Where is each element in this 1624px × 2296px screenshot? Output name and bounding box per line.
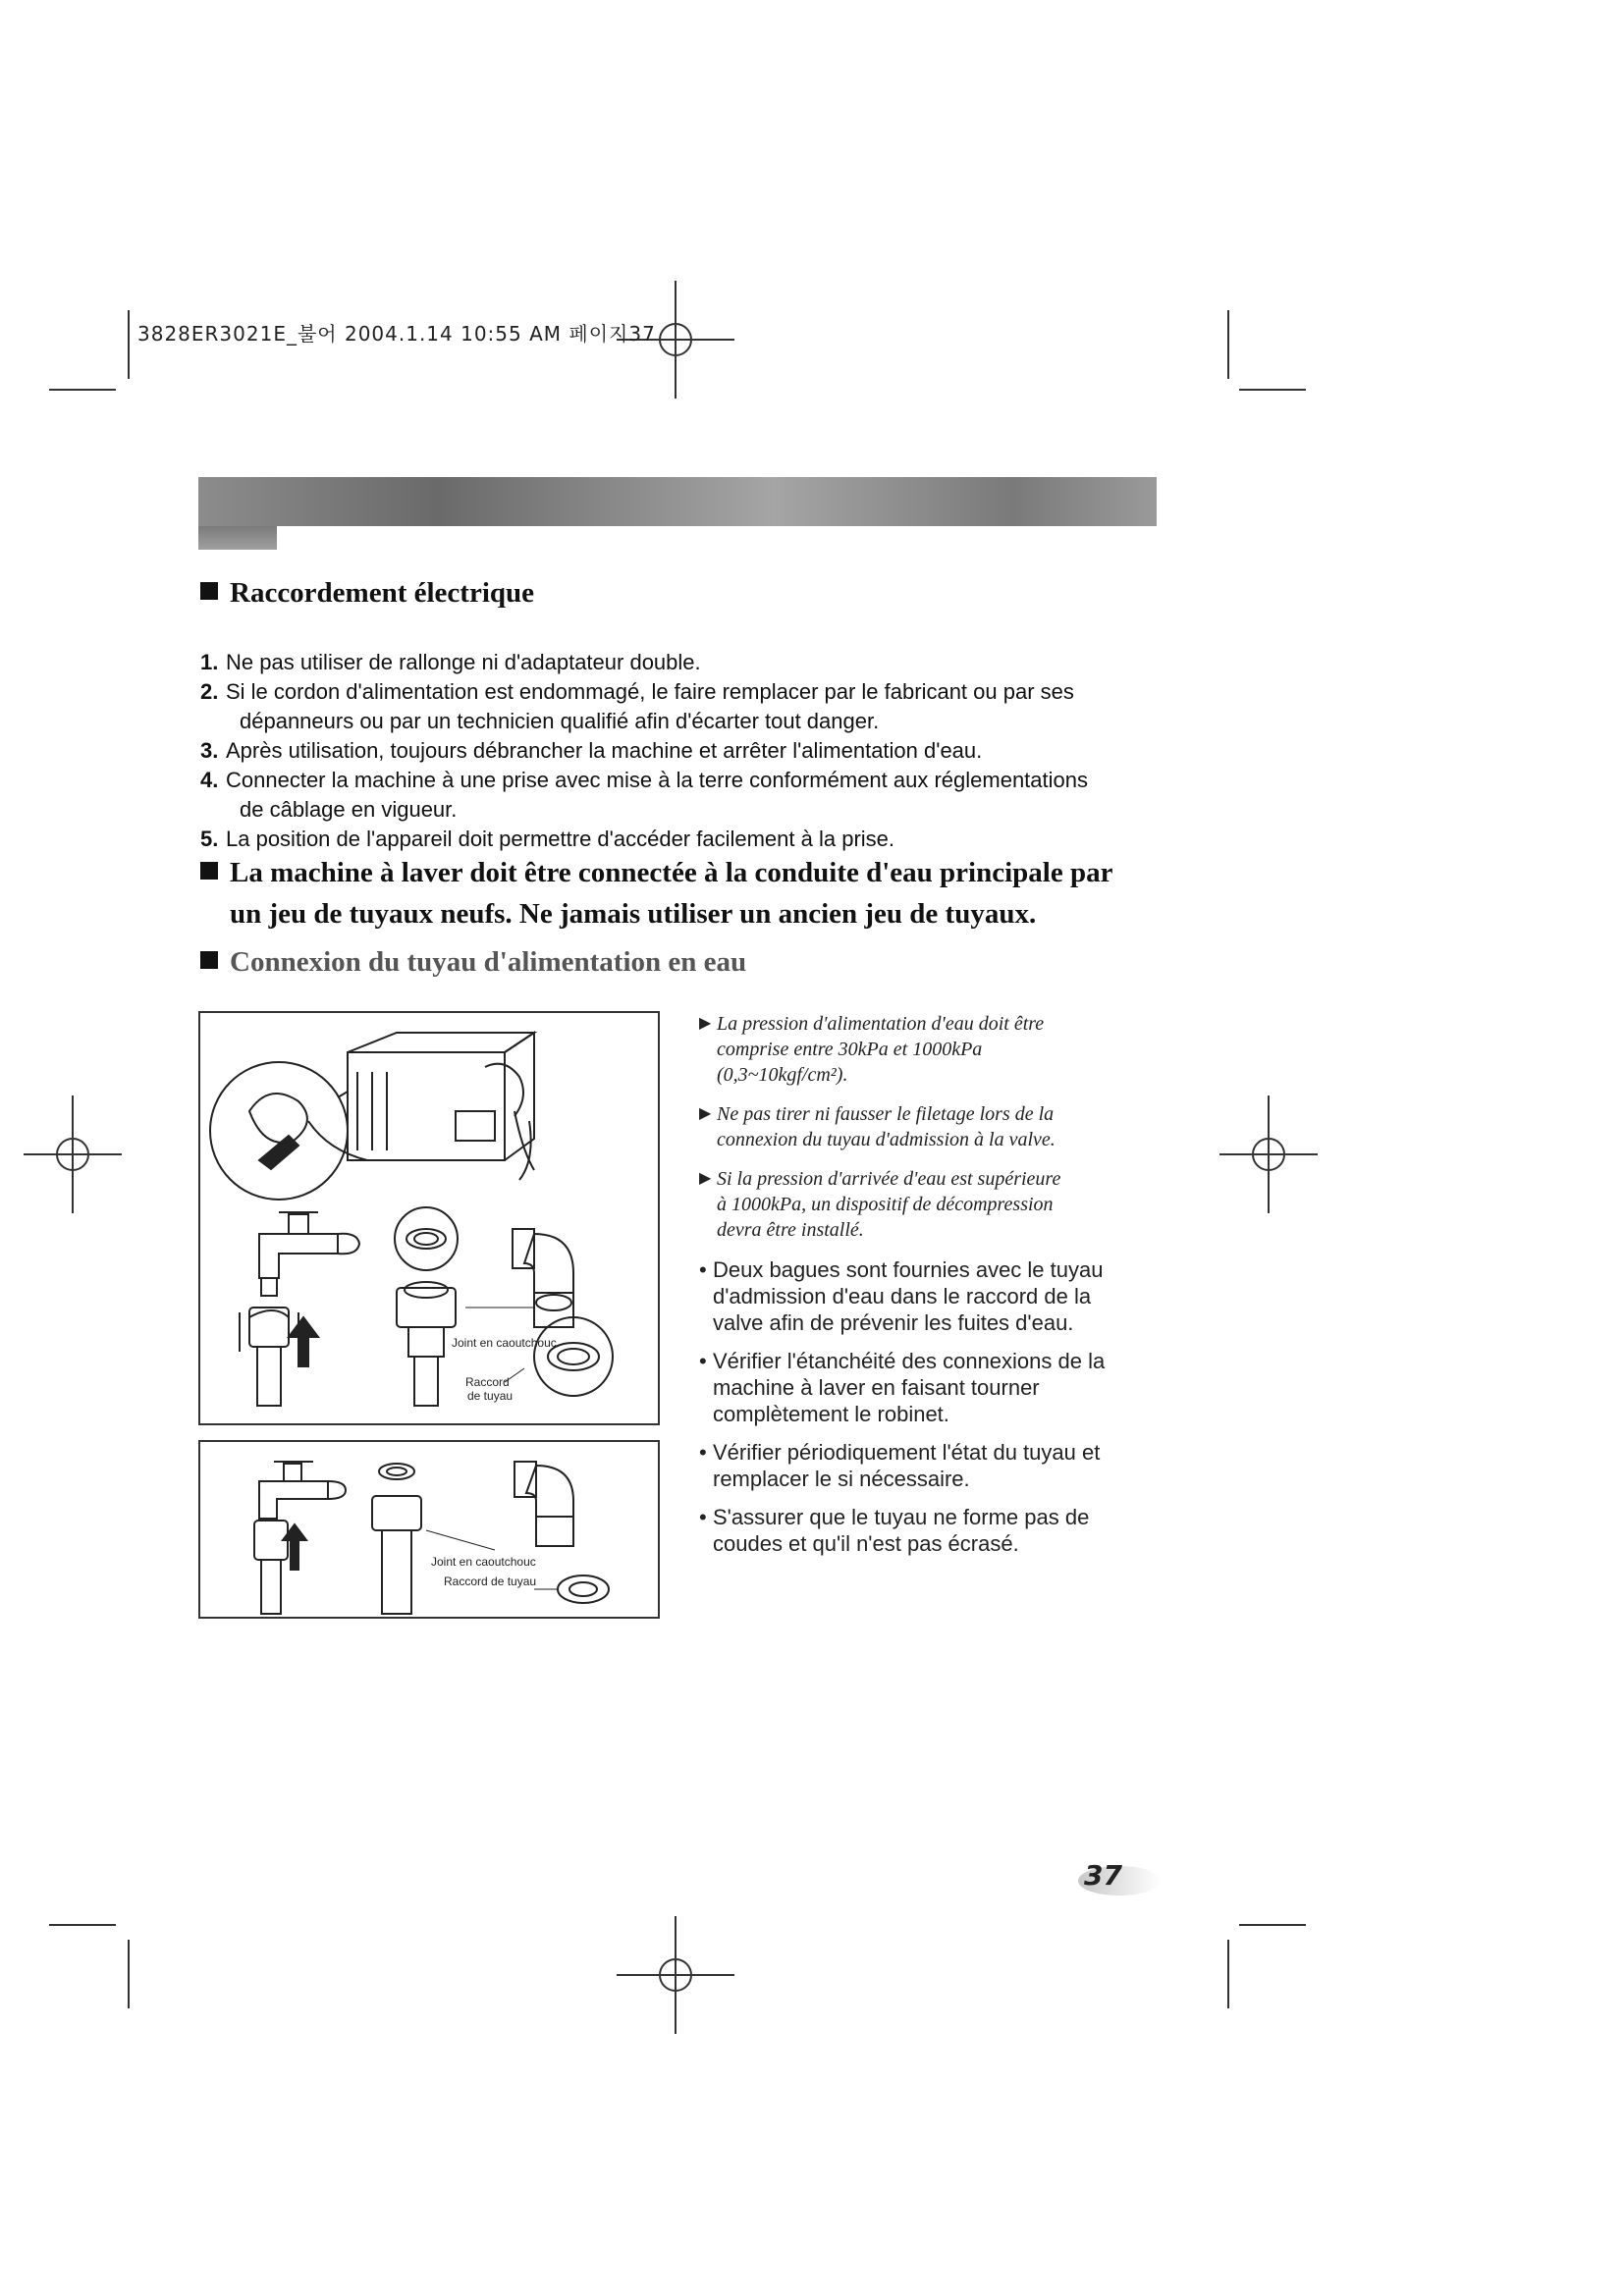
list-item-continuation: de câblage en vigueur. bbox=[240, 797, 458, 822]
heading-electrical-text: Raccordement électrique bbox=[230, 577, 535, 609]
heading-machine-connection bbox=[200, 852, 1182, 934]
note-line: machine à laver en faisant tourner bbox=[713, 1375, 1040, 1400]
heading-machine-line1: La machine à laver doit être connectée à la conduite d'eau principale par bbox=[230, 857, 1113, 888]
crop-mark-top-left-v bbox=[128, 310, 130, 379]
note-italic bbox=[699, 1166, 1131, 1243]
list-item bbox=[200, 766, 1143, 825]
dot-bullet-icon: • bbox=[699, 1440, 707, 1465]
note-line: devra être installé. bbox=[717, 1219, 864, 1241]
heading-machine-line2: un jeu de tuyaux neufs. Ne jamais utiliser un ancien jeu de tuyaux. bbox=[230, 898, 1037, 930]
note-line: complètement le robinet. bbox=[713, 1402, 949, 1426]
note-line: remplacer le si nécessaire. bbox=[713, 1467, 970, 1491]
label-hose-fitting-top-b: de tuyau bbox=[467, 1389, 514, 1403]
triangle-bullet-icon: ▶ bbox=[699, 1105, 712, 1122]
list-item-text: La position de l'appareil doit permettre d'accéder facilement à la prise. bbox=[226, 827, 895, 851]
note-line: valve afin de prévenir les fuites d'eau. bbox=[713, 1310, 1074, 1335]
note-line: à 1000kPa, un dispositif de décompression bbox=[717, 1194, 1054, 1215]
dot-bullet-icon: • bbox=[699, 1505, 707, 1529]
crop-mark-top-right-v bbox=[1227, 310, 1229, 379]
heading-electrical bbox=[200, 577, 534, 610]
hose-connection-figure-top bbox=[198, 1011, 660, 1425]
note-bullet bbox=[699, 1348, 1131, 1427]
note-line: comprise entre 30kPa et 1000kPa bbox=[717, 1039, 983, 1060]
list-item bbox=[200, 648, 1143, 677]
list-item-text: Connecter la machine à une prise avec mise à la terre conformément aux réglementations bbox=[226, 768, 1089, 792]
crop-mark-bottom-left-h bbox=[49, 1924, 116, 1926]
note-line: Vérifier périodiquement l'état du tuyau et bbox=[713, 1440, 1101, 1465]
dot-bullet-icon: • bbox=[699, 1349, 707, 1373]
list-item-text: Si le cordon d'alimentation est endommagé, le faire remplacer par le fabricant ou par ses bbox=[226, 679, 1074, 704]
crop-mark-top-left-h bbox=[49, 389, 116, 391]
list-item-number: 1. bbox=[200, 650, 219, 674]
heading-hose-connection bbox=[200, 946, 746, 979]
title-bar bbox=[198, 477, 1157, 526]
page-number bbox=[1076, 1853, 1164, 1902]
label-rubber-seal-top: Joint en caoutchouc bbox=[452, 1336, 557, 1350]
list-item-text: Après utilisation, toujours débrancher la machine et arrêter l'alimentation d'eau. bbox=[226, 738, 983, 763]
title-bar-tab bbox=[198, 526, 277, 550]
note-line: (0,3~10kgf/cm²). bbox=[717, 1064, 848, 1086]
hose-connection-illustration-2 bbox=[200, 1442, 658, 1617]
crop-mark-bottom-right-h bbox=[1239, 1924, 1306, 1926]
label-rubber-seal-bottom: Joint en caoutchouc bbox=[431, 1555, 536, 1569]
hose-connection-illustration bbox=[200, 1013, 658, 1423]
list-item bbox=[200, 736, 1143, 766]
list-item bbox=[200, 677, 1143, 736]
list-item-continuation: dépanneurs ou par un technicien qualifié afin d'écarter tout danger. bbox=[240, 709, 880, 733]
triangle-bullet-icon: ▶ bbox=[699, 1170, 712, 1187]
note-italic bbox=[699, 1101, 1131, 1152]
registration-mark-right-icon bbox=[1210, 1095, 1327, 1213]
page-number-text: 37 bbox=[1084, 1859, 1122, 1892]
note-line: Vérifier l'étanchéité des connexions de la bbox=[713, 1349, 1106, 1373]
note-bullet bbox=[699, 1439, 1131, 1492]
note-line: S'assurer que le tuyau ne forme pas de bbox=[713, 1505, 1090, 1529]
square-bullet-icon bbox=[200, 582, 218, 600]
notes-column bbox=[699, 1011, 1131, 1569]
dot-bullet-icon: • bbox=[699, 1257, 707, 1282]
list-item bbox=[200, 825, 1143, 854]
note-line: Deux bagues sont fournies avec le tuyau bbox=[713, 1257, 1104, 1282]
crop-mark-top-right-h bbox=[1239, 389, 1306, 391]
registration-mark-bottom-icon bbox=[617, 1916, 734, 2034]
hose-connection-figure-bottom bbox=[198, 1440, 660, 1619]
note-line: d'admission d'eau dans le raccord de la bbox=[713, 1284, 1092, 1308]
print-header: 3828ER3021E_불어 2004.1.14 10:55 AM 페이지37 bbox=[137, 322, 656, 346]
note-line: coudes et qu'il n'est pas écrasé. bbox=[713, 1531, 1019, 1556]
list-item-number: 5. bbox=[200, 827, 219, 851]
note-bullet bbox=[699, 1504, 1131, 1557]
crop-mark-bottom-right-v bbox=[1227, 1940, 1229, 2008]
list-item-text: Ne pas utiliser de rallonge ni d'adaptateur double. bbox=[226, 650, 701, 674]
electrical-list bbox=[200, 648, 1143, 854]
heading-hose-text: Connexion du tuyau d'alimentation en eau bbox=[230, 946, 747, 978]
note-line: connexion du tuyau d'admission à la valve. bbox=[717, 1129, 1056, 1150]
label-hose-fitting-top-a: Raccord bbox=[465, 1375, 510, 1389]
list-item-number: 3. bbox=[200, 738, 219, 763]
triangle-bullet-icon: ▶ bbox=[699, 1015, 712, 1032]
note-line: Si la pression d'arrivée d'eau est supérieure bbox=[717, 1168, 1061, 1190]
note-line: La pression d'alimentation d'eau doit être bbox=[717, 1013, 1045, 1035]
note-bullet bbox=[699, 1256, 1131, 1336]
note-line: Ne pas tirer ni fausser le filetage lors de la bbox=[717, 1103, 1055, 1125]
list-item-number: 2. bbox=[200, 679, 219, 704]
note-italic bbox=[699, 1011, 1131, 1088]
crop-mark-bottom-left-v bbox=[128, 1940, 130, 2008]
registration-mark-left-icon bbox=[14, 1095, 132, 1213]
list-item-number: 4. bbox=[200, 768, 219, 792]
square-bullet-icon bbox=[200, 951, 218, 969]
label-hose-fitting-bottom: Raccord de tuyau bbox=[444, 1575, 537, 1588]
square-bullet-icon bbox=[200, 862, 218, 880]
